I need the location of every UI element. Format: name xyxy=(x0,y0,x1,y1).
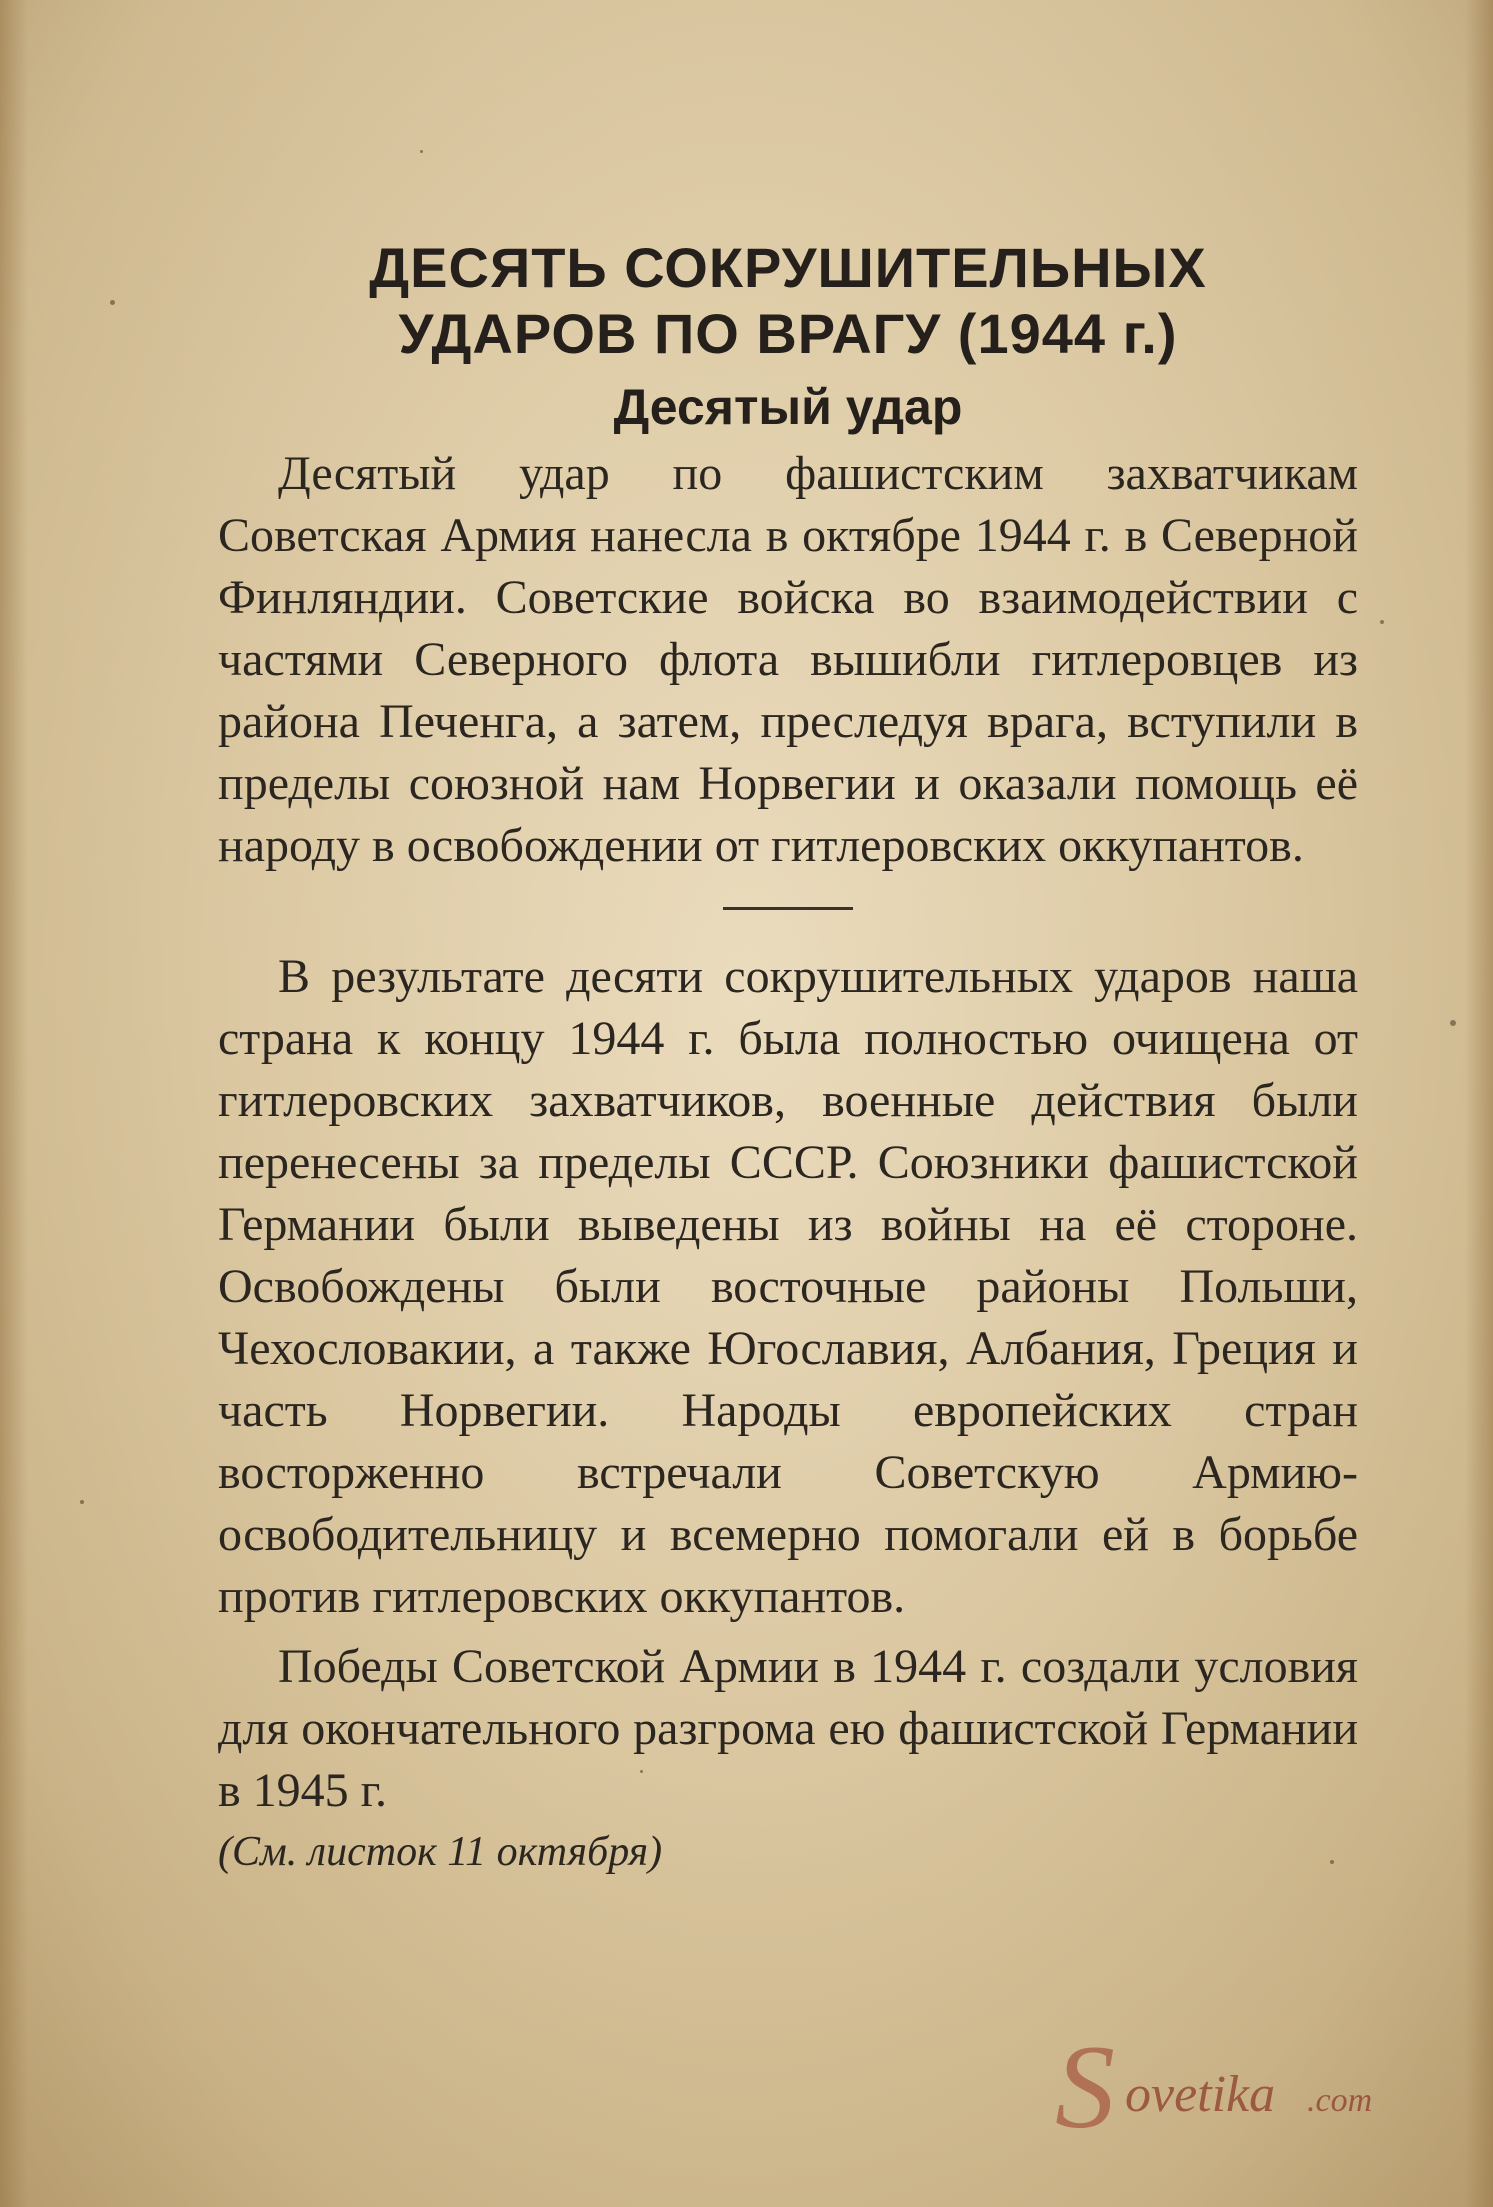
title-line-1: ДЕСЯТЬ СОКРУШИТЕЛЬНЫХ xyxy=(369,236,1207,299)
svg-text:S: S xyxy=(1055,2020,1115,2149)
paper-edge-right xyxy=(1465,0,1493,2207)
paper-speck xyxy=(1450,1020,1456,1026)
svg-text:.com: .com xyxy=(1307,2082,1373,2119)
section-subtitle: Десятый удар xyxy=(613,379,963,435)
divider-line xyxy=(723,907,853,910)
paper-speck xyxy=(420,150,423,153)
paper-speck xyxy=(1380,620,1384,624)
svg-text:ovetika: ovetika xyxy=(1125,2066,1276,2123)
paragraph-2: В результате десяти сокрушительных ударов наша страна к концу 1944 г. была полностью очищена от гитлеровских захватчиков, военные действия были перенесены за пределы СССР. Союзники фашистской Германии были выведены из войны на её стороне. Освобождены были восточные районы Польши, Чехословакии, а также Югославия, Албания, Греция и часть Норвегии. Народы европейских стран восторженно встречали Советскую Армию-освободительницу и всемерно помогали ей в борьбе против гитлеровских оккупантов. xyxy=(218,950,1358,1623)
page-title xyxy=(218,235,1358,367)
footnote-reference: (См. листок 11 октября) xyxy=(218,1829,663,1875)
paragraph-1: Десятый удар по фашистским захватчикам Советская Армия нанесла в октябре 1944 г. в Северной Финляндии. Советские войска во взаимодействии с частями Северного флота вышибли гитлеровцев из района Печенга, а затем, преследуя врага, вступили в пределы союзной нам Норвегии и оказали помощь её народу в освобождении от гитлеровских оккупантов. xyxy=(218,447,1358,872)
paper-speck xyxy=(110,300,115,305)
document-content xyxy=(218,235,1358,1878)
paper-edge-left xyxy=(0,0,28,2207)
paragraph-3: Победы Советской Армии в 1944 г. создали условия для окончательного разгрома ею фашистской Германии в 1945 г. xyxy=(218,1640,1358,1817)
paper-speck xyxy=(80,1500,84,1504)
title-line-2: УДАРОВ ПО ВРАГУ (1944 г.) xyxy=(398,302,1178,365)
